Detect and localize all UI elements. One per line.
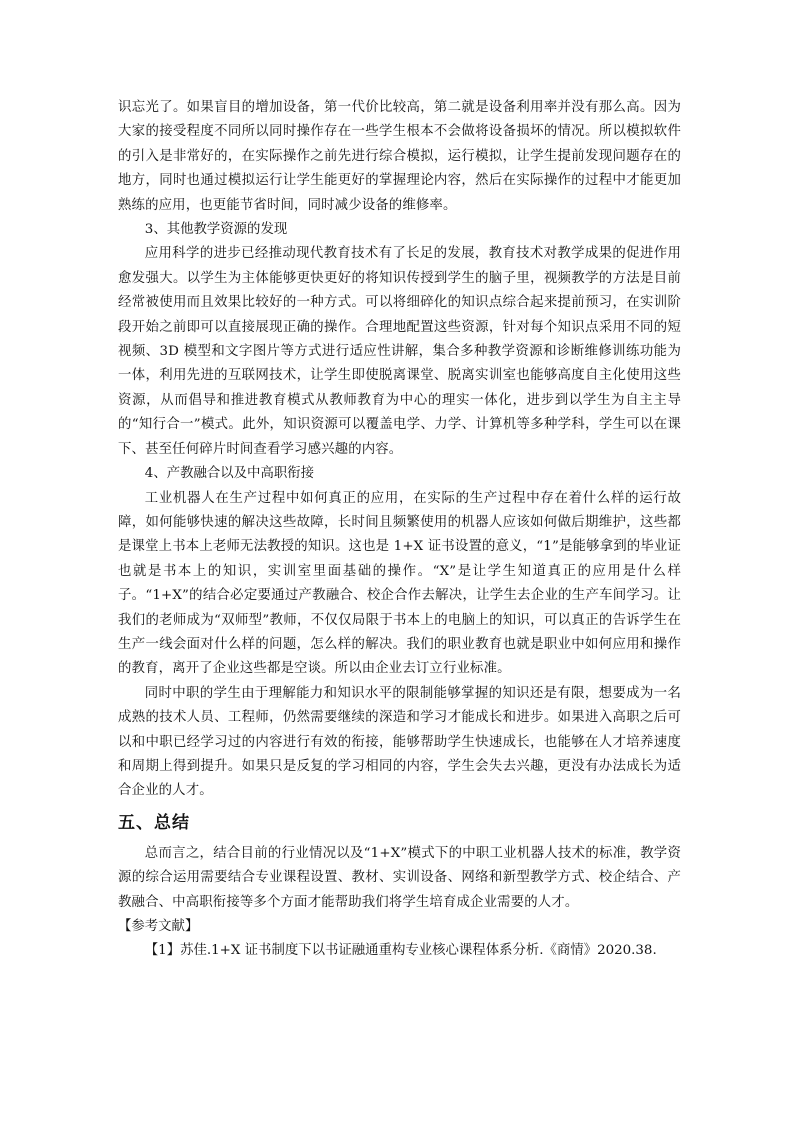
subheading-other-resources: 3、其他教学资源的发现 <box>144 222 288 238</box>
paragraph-teaching-resources: 应用科学的进步已经推动现代教育技术有了长足的发展，教育技术对教学成果的促进作用愈发强大。以学生为主体能够更快更好的将知识传授到学生的脑子里，视频教学的方法是目前经常被使用而且效果比较好的一种方式。可以将细碎化的知识点综合起来提前预习，在实训阶段开始之前即可以直接展现正确的操作。合理地配置这些资源，针对每个知识点采用不同的短视频、3D 模型和文字图片等方式进行适应性讲解，集合多种教学资源和诊断维修训练功能为一体，利用先进的互联网技术，让学生即使脱离课堂、脱离实训室也能够高度自主化使用这些资源，从而倡导和推进教育模式从教师教育为中心的理实一体化，进步到以学生为自主主导的“知行合一”模式。此外，知识资源可以覆盖电学、力学、计算机等多种学科，学生可以在课下、甚至任何碎片时间查看学习感兴趣的内容。 <box>118 246 681 457</box>
paragraph-1x-certificate: 工业机器人在生产过程中如何真正的应用，在实际的生产过程中存在着什么样的运行故障，如何能够快速的解决这些故障，长时间且频繁使用的机器人应该如何做后期维护，这些都是课堂上书本上老师无法教授的知识。这也是 1+X 证书设置的意义，“1”是能够拿到的毕业证也就是书本上的知识，实训室里面基础的操作。“X”是让学生知道真正的应用是什么样子。“1+X”的结合必定要通过产教融合、校企合作去解决，让学生去企业的生产车间学习。让我们的老师成为“双师型”教师，不仅仅局限于书本上的电脑上的知识，可以真正的告诉学生在生产一线会面对什么样的问题，怎么样的解决。我们的职业教育也就是职业中如何应用和操作的教育，离开了企业这些都是空谈。所以由企业去订立行业标准。 <box>118 490 681 677</box>
reference-item: 【1】苏佳.1+X 证书制度下以书证融通重构专业核心课程体系分析.《商情》2020.38. <box>144 943 657 959</box>
paragraph-summary: 总而言之，结合目前的行业情况以及“1+X”模式下的中职工业机器人技术的标准，教学资源的综合运用需要结合专业课程设置、教材、实训设备、网络和新型教学方式、校企结合、产教融合、中高职衔接等多个方面才能帮助我们将学生培育成企业需要的人才。 <box>118 845 681 910</box>
section-heading-summary: 五、总结 <box>118 812 190 833</box>
paragraph-vocational-transition: 同时中职的学生由于理解能力和知识水平的限制能够掌握的知识还是有限，想要成为一名成熟的技术人员、工程师，仍然需要继续的深造和学习才能成长和进步。如果进入高职之后可以和中职已经学习过的内容进行有效的衔接，能够帮助学生快速成长，也能够在人才培养速度和周期上得到提升。如果只是反复的学习相同的内容，学生会失去兴趣，更没有办法成长为适合企业的人才。 <box>118 685 681 799</box>
references-label: 【参考文献】 <box>118 919 199 934</box>
subheading-industry-education: 4、产教融合以及中高职衔接 <box>144 466 315 482</box>
paragraph-simulation-software: 识忘光了。如果盲目的增加设备，第一代价比较高，第二就是设备利用率并没有那么高。因为大家的接受程度不同所以同时操作存在一些学生根本不会做将设备损坏的情况。所以模拟软件的引入是非常好的，在实际操作之前先进行综合模拟，运行模拟，让学生提前发现问题存在的地方，同时也通过模拟运行让学生能更好的掌握理论内容，然后在实际操作的过程中才能更加熟练的应用，也更能节省时间，同时减少设备的维修率。 <box>118 100 681 213</box>
document-page <box>118 96 681 964</box>
